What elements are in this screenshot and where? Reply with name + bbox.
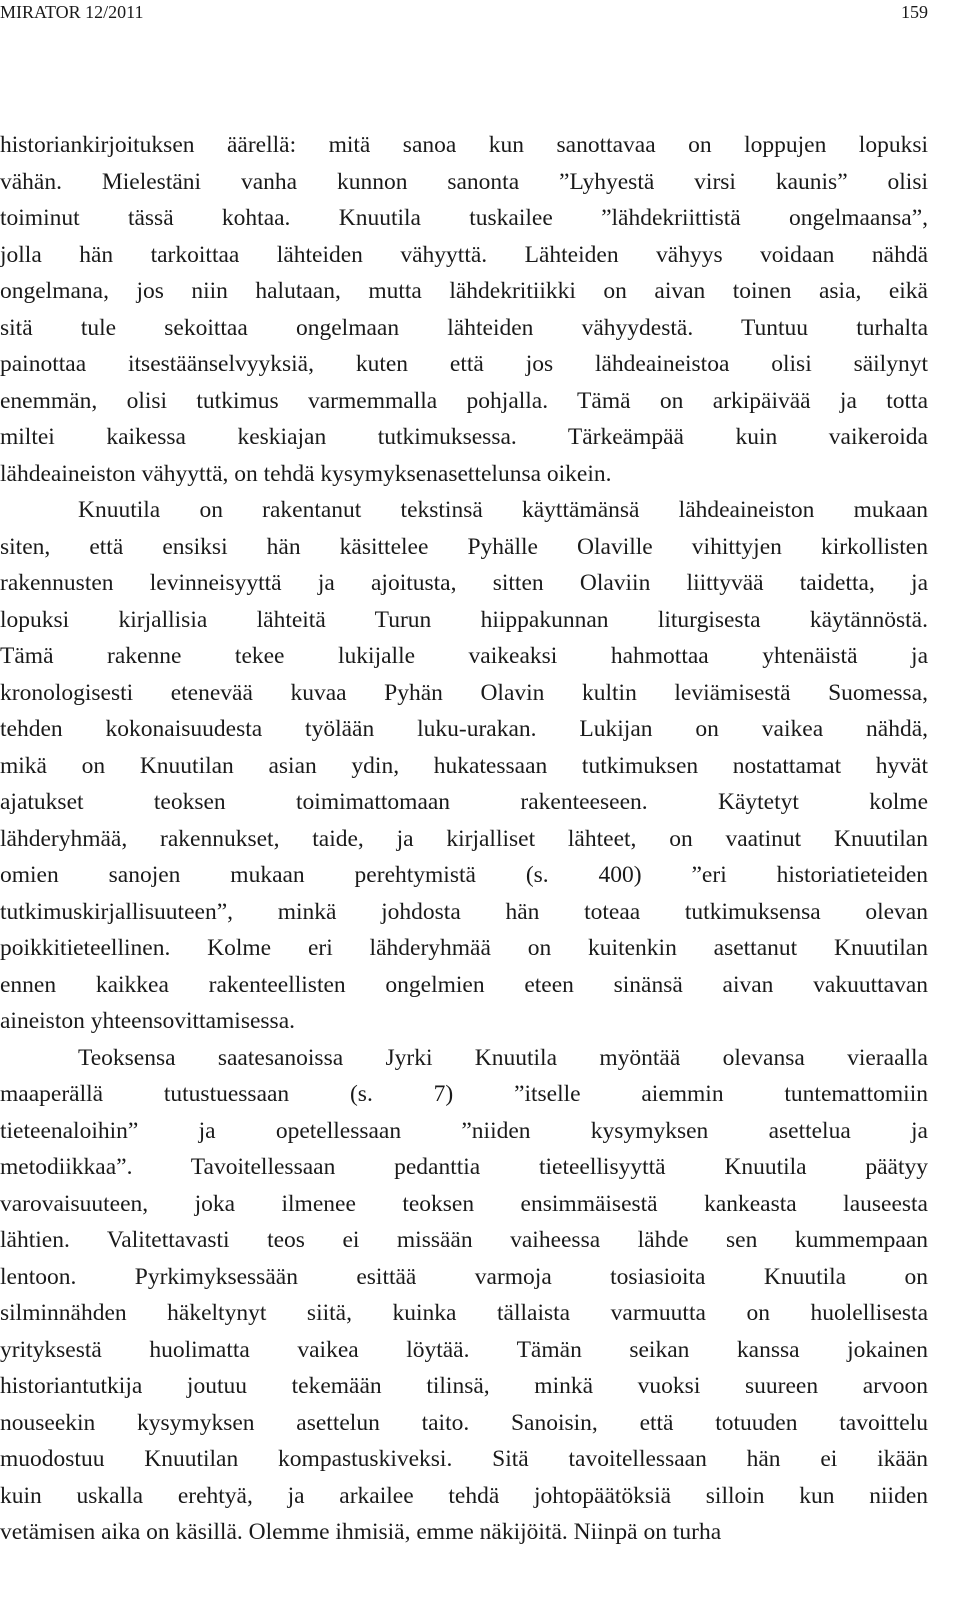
text-line: tehden kokonaisuudesta työlään luku-urakan. Lukijan on vaikea nähdä, <box>0 716 928 742</box>
text-line: toiminut tässä kohtaa. Knuutila tuskailee ”lähdekriittistä ongelmaansa”, <box>0 205 928 231</box>
text-line: painottaa itsestäänselvyyksiä, kuten että jos lähdeaineistoa olisi säilynyt <box>0 351 928 377</box>
paragraph <box>0 1040 928 1551</box>
text-line: kronologisesti etenevää kuvaa Pyhän Olavin kultin leviämisestä Suomessa, <box>0 679 928 706</box>
text-line: historiantutkija joutuu tekemään tilinsä, minkä vuoksi suureen arvoon <box>0 1373 928 1399</box>
text-line: ajatukset teoksen toimimattomaan rakenteeseen. Käytetyt kolme <box>0 789 928 815</box>
text-line: metodiikkaa”. Tavoitellessaan pedanttia tieteellisyyttä Knuutila päätyy <box>0 1154 928 1180</box>
text-line: vetämisen aika on käsillä. Olemme ihmisiä, emme näkijöitä. Niinpä on turha <box>0 1519 722 1545</box>
text-line: Knuutila on rakentanut tekstinsä käyttämänsä lähdeaineiston mukaan <box>78 497 928 523</box>
text-line: tieteenaloihin” ja opetellessaan ”niiden kysymyksen asettelua ja <box>0 1117 928 1144</box>
paragraph <box>0 492 928 1040</box>
paragraph <box>0 127 928 492</box>
text-line: sitä tule sekoittaa ongelmaan lähteiden vähyydestä. Tuntuu turhalta <box>0 314 928 341</box>
body-text <box>0 127 928 1551</box>
text-line: vähän. Mielestäni vanha kunnon sanonta ”Lyhyestä virsi kaunis” olisi <box>0 168 928 195</box>
text-line: yrityksestä huolimatta vaikea löytää. Tämän seikan kanssa jokainen <box>0 1336 928 1363</box>
text-line: maaperällä tutustuessaan (s. 7) ”itselle aiemmin tuntemattomiin <box>0 1081 928 1107</box>
text-line: rakennusten levinneisyyttä ja ajoitusta, sitten Olaviin liittyvää taidetta, ja <box>0 570 928 596</box>
text-line: lähderyhmää, rakennukset, taide, ja kirjalliset lähteet, on vaatinut Knuutilan <box>0 825 928 852</box>
text-line: tutkimuskirjallisuuteen”, minkä johdosta hän toteaa tutkimuksensa olevan <box>0 898 928 925</box>
text-line: jolla hän tarkoittaa lähteiden vähyyttä. Lähteiden vähyys voidaan nähdä <box>0 241 928 268</box>
text-line: poikkitieteellinen. Kolme eri lähderyhmää on kuitenkin asettanut Knuutilan <box>0 935 928 961</box>
text-line: ongelmana, jos niin halutaan, mutta lähdekritiikki on aivan toinen asia, eikä <box>0 278 928 304</box>
text-line: varovaisuuteen, joka ilmenee teoksen ensimmäisestä kankeasta lauseesta <box>0 1190 928 1217</box>
text-line: omien sanojen mukaan perehtymistä (s. 400) ”eri historiatieteiden <box>0 862 928 888</box>
text-line: Teoksensa saatesanoissa Jyrki Knuutila myöntää olevansa vieraalla <box>78 1044 928 1071</box>
text-line: lopuksi kirjallisia lähteitä Turun hiippakunnan liturgisesta käytännöstä. <box>0 606 928 633</box>
text-line: lähdeaineiston vähyyttä, on tehdä kysymyksenasettelunsa oikein. <box>0 460 612 487</box>
text-line: enemmän, olisi tutkimus varmemmalla pohjalla. Tämä on arkipäivää ja totta <box>0 387 928 414</box>
text-line: silminnähden häkeltynyt siitä, kuinka tällaista varmuutta on huolellisesta <box>0 1300 928 1326</box>
text-line: historiankirjoituksen äärellä: mitä sanoa kun sanottavaa on loppujen lopuksi <box>0 132 928 158</box>
text-line: Tämä rakenne tekee lukijalle vaikeaksi hahmottaa yhtenäistä ja <box>0 643 928 669</box>
journal-title: MIRATOR 12/2011 <box>0 2 144 22</box>
page-number: 159 <box>901 2 928 22</box>
text-line: siten, että ensiksi hän käsittelee Pyhälle Olaville vihittyjen kirkollisten <box>0 533 928 560</box>
text-line: lentoon. Pyrkimyksessään esittää varmoja tosiasioita Knuutila on <box>0 1263 928 1290</box>
text-line: lähtien. Valitettavasti teos ei missään vaiheessa lähde sen kummempaan <box>0 1227 928 1253</box>
text-line: kuin uskalla erehtyä, ja arkailee tehdä johtopäätöksiä silloin kun niiden <box>0 1482 928 1509</box>
text-line: miltei kaikessa keskiajan tutkimuksessa. Tärkeämpää kuin vaikeroida <box>0 424 928 450</box>
text-line: mikä on Knuutilan asian ydin, hukatessaan tutkimuksen nostattamat hyvät <box>0 752 928 779</box>
text-line: nouseekin kysymyksen asettelun taito. Sanoisin, että totuuden tavoittelu <box>0 1409 928 1436</box>
text-line: ennen kaikkea rakenteellisten ongelmien eteen sinänsä aivan vakuuttavan <box>0 971 928 998</box>
running-head <box>0 0 928 26</box>
text-line: aineiston yhteensovittamisessa. <box>0 1008 296 1034</box>
text-line: muodostuu Knuutilan kompastuskiveksi. Sitä tavoitellessaan hän ei ikään <box>0 1446 928 1472</box>
